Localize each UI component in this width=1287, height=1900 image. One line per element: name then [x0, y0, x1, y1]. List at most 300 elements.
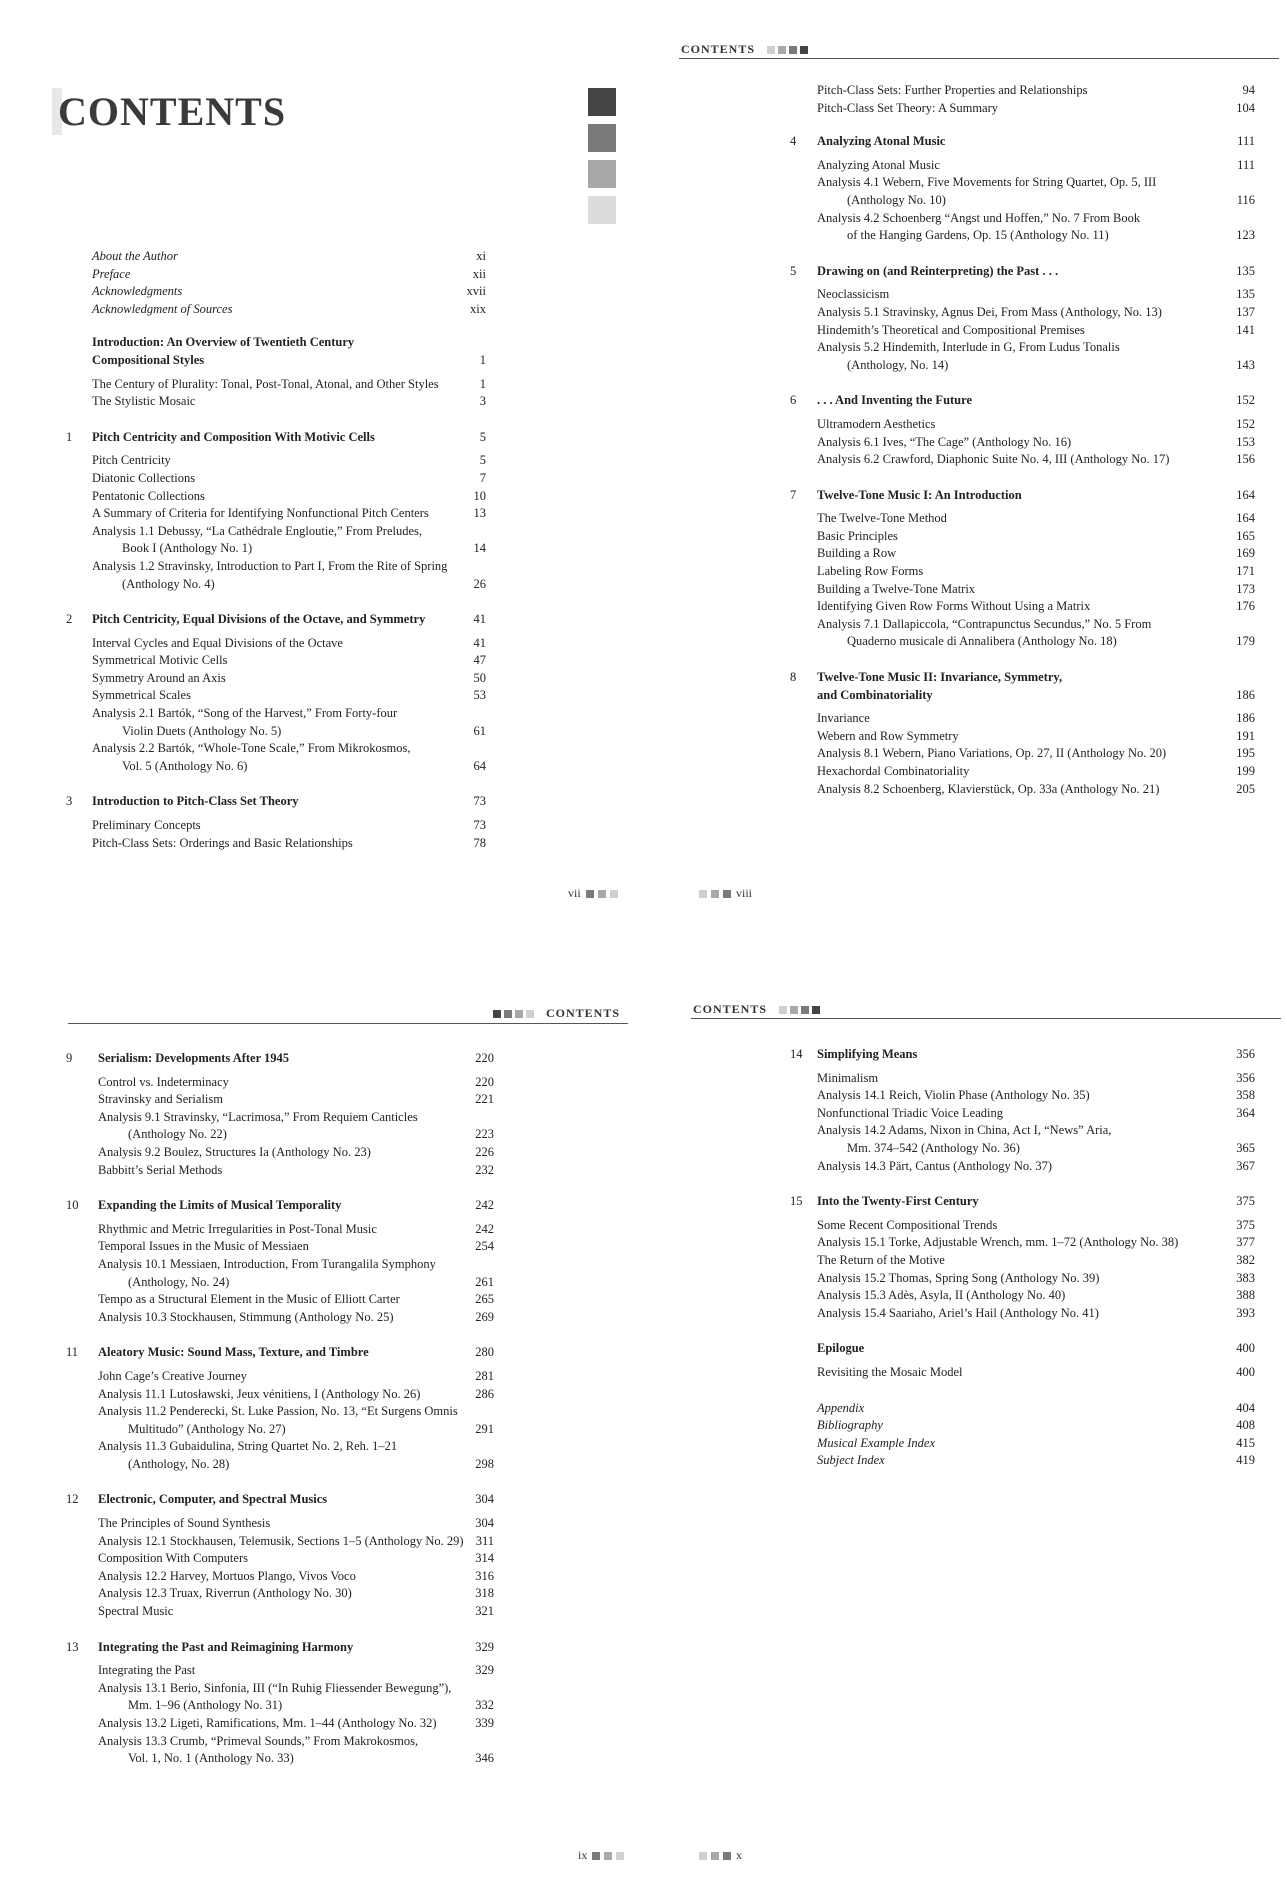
page-number: 419 — [1236, 1453, 1255, 1468]
entry-title: Analyzing Atonal Music — [817, 157, 940, 172]
page-number: xix — [470, 301, 486, 316]
entry-row — [0, 1305, 1280, 1323]
page-number: 179 — [1236, 634, 1255, 649]
page-number: 269 — [475, 1309, 494, 1324]
entry-row — [0, 1585, 560, 1603]
entry-row — [0, 286, 1280, 304]
folio-marker — [586, 890, 594, 898]
entry-title-continued: Compositional Styles — [92, 352, 205, 367]
entry-title: Analysis 9.2 Boulez, Structures Ia (Anthology No. 23) — [98, 1144, 371, 1159]
page-number: 304 — [475, 1516, 494, 1531]
entry-title: Invariance — [817, 711, 870, 726]
entry-title: Interval Cycles and Equal Divisions of the Octave — [92, 635, 343, 650]
chapter-number: 5 — [790, 263, 797, 278]
entry-row — [0, 1733, 560, 1768]
entry-title: Epilogue — [817, 1341, 865, 1356]
head-marker — [778, 46, 786, 54]
page-number: 223 — [475, 1127, 494, 1142]
entry-title: Appendix — [817, 1400, 865, 1415]
chapter-row — [0, 1193, 1280, 1211]
entry-title: Analysis 15.1 Torke, Adjustable Wrench, mm. 1–72 (Anthology No. 38) — [817, 1235, 1179, 1250]
head-rule — [679, 58, 1279, 59]
page-number: 152 — [1236, 393, 1255, 408]
entry-title: Analysis 15.4 Saariaho, Ariel’s Hail (Anthology No. 41) — [817, 1305, 1099, 1320]
entry-title: Analysis 11.3 Gubaidulina, String Quartet No. 2, Reh. 1–21 — [98, 1439, 398, 1454]
page-number: xii — [472, 266, 486, 281]
page-number: 205 — [1236, 781, 1255, 796]
head-marker — [767, 46, 775, 54]
entry-title-continued: Mm. 374–542 (Anthology No. 36) — [847, 1140, 1020, 1155]
toc-x — [0, 1046, 1280, 1470]
page-number: 375 — [1236, 1194, 1255, 1209]
page-number: 10 — [473, 488, 486, 503]
entry-title: Pitch-Class Sets: Further Properties and Relationships — [817, 83, 1088, 97]
entry-title: Rhythmic and Metric Irregularities in Post-Tonal Music — [98, 1221, 377, 1236]
chapter-number: 7 — [790, 487, 797, 502]
entry-row — [0, 322, 1280, 340]
page-number: 329 — [475, 1663, 494, 1678]
page-number: 47 — [473, 653, 486, 668]
chapter-number: 1 — [66, 429, 73, 444]
running-head-text: CONTENTS — [693, 1002, 768, 1016]
entry-title: Basic Principles — [817, 528, 898, 543]
entry-row — [0, 1087, 1280, 1105]
page-number: 286 — [475, 1386, 494, 1401]
page-number: 53 — [473, 688, 486, 703]
entry-title: Hindemith’s Theoretical and Compositional Premises — [817, 322, 1085, 337]
page-number: 195 — [1236, 746, 1255, 761]
entry-title: The Return of the Motive — [817, 1252, 945, 1267]
page-number: 408 — [1236, 1418, 1255, 1433]
contents-title: CONTENTS — [52, 88, 286, 135]
entry-row — [0, 835, 560, 853]
entry-title: Serialism: Developments After 1945 — [98, 1051, 290, 1065]
entry-title: Preliminary Concepts — [92, 818, 201, 833]
folio-marker — [699, 1852, 707, 1860]
entry-row — [0, 545, 1280, 563]
entry-title: Analysis 9.1 Stravinsky, “Lacrimosa,” From Requiem Canticles — [98, 1109, 418, 1124]
running-head — [490, 1006, 620, 1021]
entry-row — [0, 157, 1280, 175]
page-number: 311 — [475, 1533, 494, 1548]
entry-row — [0, 1680, 560, 1715]
entry-row — [0, 1603, 560, 1621]
spacer — [0, 117, 1280, 133]
chapter-number: 9 — [66, 1051, 73, 1065]
chapter-row — [0, 392, 1280, 410]
entry-title: Integrating the Past and Reimagining Harmony — [98, 1639, 354, 1654]
entry-title: Symmetry Around an Axis — [92, 670, 226, 685]
chapter-row — [0, 133, 1280, 151]
entry-row — [0, 1435, 1280, 1453]
entry-title-continued: (Anthology No. 22) — [128, 1127, 227, 1142]
page-number: 50 — [473, 670, 486, 685]
chapter-row — [0, 1046, 1280, 1064]
entry-row — [0, 817, 560, 835]
page-number: 339 — [475, 1716, 494, 1730]
entry-row — [0, 1715, 560, 1733]
chapter-number: 3 — [66, 794, 73, 809]
entry-row — [0, 451, 1280, 469]
entry-title: Identifying Given Row Forms Without Using a Matrix — [817, 599, 1091, 614]
page-number: 191 — [1236, 728, 1255, 743]
entry-row — [0, 563, 1280, 581]
entry-row — [0, 434, 1280, 452]
entry-title: Pitch Centricity — [92, 453, 171, 468]
folio-number: ix — [578, 1848, 588, 1862]
page-number: 261 — [475, 1274, 494, 1289]
folio-marker — [723, 890, 731, 898]
entry-title: Minimalism — [817, 1070, 879, 1085]
head-marker — [800, 46, 808, 54]
chapter-number: 10 — [66, 1198, 79, 1213]
entry-row — [0, 1234, 1280, 1252]
entry-row — [0, 1533, 560, 1551]
entry-title: Analysis 11.2 Penderecki, St. Luke Passion, No. 13, “Et Surgens Omnis — [98, 1404, 458, 1419]
page-number: 232 — [475, 1162, 494, 1177]
entry-title-continued: of the Hanging Gardens, Op. 15 (Anthology No. 11) — [847, 228, 1109, 243]
entry-title-continued: Vol. 1, No. 1 (Anthology No. 33) — [128, 1751, 294, 1766]
page-number: 226 — [475, 1144, 494, 1159]
entry-title: Analysis 4.2 Schoenberg “Angst und Hoffen,” No. 7 From Book — [817, 210, 1141, 225]
chapter-number: 13 — [66, 1639, 79, 1654]
page-number: 382 — [1236, 1252, 1255, 1267]
entry-row — [0, 581, 1280, 599]
folio-marker — [723, 1852, 731, 1860]
entry-row — [0, 1070, 1280, 1088]
entry-title: Acknowledgments — [92, 284, 183, 299]
entry-title: Analysis 2.2 Bartók, “Whole-Tone Scale,” From Mikrokosmos, — [92, 741, 411, 756]
entry-title: The Century of Plurality: Tonal, Post-Tonal, Atonal, and Other Styles — [92, 376, 439, 391]
chapter-row — [0, 1639, 560, 1657]
entry-row — [0, 1287, 1280, 1305]
entry-row — [0, 728, 1280, 746]
entry-title: Control vs. Indeterminacy — [98, 1074, 229, 1089]
entry-row — [0, 745, 1280, 763]
entry-row — [0, 763, 1280, 781]
entry-title: Webern and Row Symmetry — [817, 728, 959, 743]
page-number: 153 — [1236, 434, 1255, 449]
page-number: 123 — [1236, 228, 1255, 243]
entry-title-continued: Book I (Anthology No. 1) — [122, 541, 253, 556]
page-number: 186 — [1236, 711, 1255, 726]
entry-title: Preface — [92, 266, 131, 281]
entry-title: Temporal Issues in the Music of Messiaen — [98, 1239, 309, 1254]
entry-title-continued: and Combinatoriality — [817, 687, 933, 702]
entry-title: The Principles of Sound Synthesis — [98, 1516, 271, 1531]
head-marker — [790, 1006, 798, 1014]
spacer — [0, 1768, 560, 1786]
entry-row — [0, 1452, 1280, 1470]
entry-title: Analysis 14.3 Pärt, Cantus (Anthology No. 37) — [817, 1158, 1053, 1173]
page-number: 104 — [1236, 100, 1255, 115]
page-number: 388 — [1236, 1288, 1255, 1303]
page-number: 14 — [473, 541, 486, 556]
chapter-number: 2 — [66, 612, 73, 627]
head-marker — [493, 1010, 501, 1018]
folio-ix — [578, 1848, 626, 1863]
entry-title: Spectral Music — [98, 1604, 174, 1619]
page-number: 1 — [479, 352, 486, 367]
entry-title: Analysis 15.2 Thomas, Spring Song (Anthology No. 39) — [817, 1270, 1100, 1285]
entry-row — [0, 1515, 560, 1533]
page-number: 365 — [1236, 1140, 1255, 1155]
head-marker — [504, 1010, 512, 1018]
entry-title: Bibliography — [817, 1418, 883, 1433]
folio-number: vii — [568, 886, 581, 900]
toc-viii — [0, 82, 1280, 816]
entry-title: Analysis 8.2 Schoenberg, Klavierstück, Op. 33a (Anthology No. 21) — [817, 781, 1160, 796]
entry-title-continued: (Anthology No. 10) — [847, 192, 946, 207]
entry-title: Expanding the Limits of Musical Temporality — [98, 1198, 342, 1213]
entry-title: . . . And Inventing the Future — [817, 393, 973, 408]
entry-title-continued: Mm. 1–96 (Anthology No. 31) — [128, 1698, 283, 1713]
entry-row — [0, 528, 1280, 546]
entry-title: Analysis 1.1 Debussy, “La Cathédrale Engloutie,” From Preludes, — [92, 523, 423, 538]
spacer — [0, 651, 1280, 669]
page-number: 5 — [479, 429, 486, 444]
chapter-number: 15 — [790, 1194, 803, 1209]
spacer — [0, 798, 1280, 816]
page-number: 78 — [473, 835, 486, 850]
folio-x — [697, 1848, 742, 1863]
entry-title: Hexachordal Combinatoriality — [817, 764, 970, 778]
folio-number: viii — [736, 886, 753, 900]
page-number: 400 — [1236, 1341, 1255, 1356]
entry-row — [0, 1105, 1280, 1123]
page-number: 41 — [473, 635, 486, 650]
entry-title: Into the Twenty-First Century — [817, 1194, 979, 1209]
entry-title: Nonfunctional Triadic Voice Leading — [817, 1105, 1003, 1120]
page-number: 254 — [475, 1239, 494, 1254]
entry-title: Neoclassicism — [817, 287, 890, 302]
page-number: 73 — [473, 794, 486, 809]
chapter-number: 11 — [66, 1345, 79, 1360]
page-number: 164 — [1236, 487, 1255, 502]
page-number: 358 — [1236, 1088, 1255, 1103]
entry-row — [0, 1662, 560, 1680]
entry-title: Analysis 14.1 Reich, Violin Phase (Anthology No. 35) — [817, 1088, 1090, 1103]
entry-title: Analysis 7.1 Dallapiccola, “Contrapunctus Secundus,” No. 5 From — [817, 616, 1152, 631]
entry-title: Analysis 2.1 Bartók, “Song of the Harvest,” From Forty-four — [92, 706, 398, 721]
page-number: 137 — [1236, 304, 1255, 319]
entry-title: Analysis 12.3 Truax, Riverrun (Anthology No. 30) — [98, 1586, 352, 1601]
entry-row — [0, 174, 1280, 209]
entry-row — [0, 510, 1280, 528]
entry-title: Musical Example Index — [817, 1435, 936, 1450]
entry-title: Babbitt’s Serial Methods — [98, 1162, 223, 1177]
spacer — [0, 1473, 560, 1491]
entry-title: Diatonic Collections — [92, 470, 196, 485]
chapter-number: 12 — [66, 1492, 79, 1507]
entry-title: Twelve-Tone Music I: An Introduction — [817, 487, 1022, 502]
page-number: 242 — [475, 1221, 494, 1236]
page-number: 199 — [1236, 764, 1255, 778]
page-number: 318 — [475, 1586, 494, 1601]
page-number: 7 — [479, 470, 486, 485]
entry-row — [0, 1158, 1280, 1176]
entry-title: Analysis 11.1 Lutosławski, Jeux vénitiens, I (Anthology No. 26) — [98, 1386, 421, 1401]
chapter-number: 8 — [790, 670, 797, 685]
running-head — [693, 1002, 820, 1017]
entry-title-continued: Multitudo” (Anthology No. 27) — [128, 1421, 286, 1436]
page-number: 13 — [473, 506, 486, 521]
page-number: 26 — [473, 576, 486, 591]
entry-title: Analysis 8.1 Webern, Piano Variations, Op. 27, II (Anthology No. 20) — [817, 746, 1167, 761]
entry-row — [0, 1122, 1280, 1157]
page-number: 404 — [1236, 1400, 1255, 1415]
entry-title: Analysis 13.3 Crumb, “Primeval Sounds,” From Makrokosmos, — [98, 1733, 419, 1748]
page-number: 367 — [1236, 1158, 1255, 1173]
page-number: 346 — [475, 1751, 494, 1766]
entry-row — [0, 1252, 1280, 1270]
entry-row — [0, 1568, 560, 1586]
page-number: 375 — [1236, 1217, 1255, 1232]
entry-row — [0, 1217, 1280, 1235]
entry-row — [0, 1400, 1280, 1418]
chapter-row — [0, 669, 1280, 704]
entry-title: The Stylistic Mosaic — [92, 394, 196, 409]
page-x — [643, 950, 1287, 1900]
spacer — [0, 374, 1280, 392]
page-number: 298 — [475, 1456, 494, 1471]
folio-marker — [699, 890, 707, 898]
page-number: 377 — [1236, 1235, 1255, 1250]
running-head — [681, 42, 808, 57]
page-number: 5 — [479, 453, 486, 468]
entry-title-continued: (Anthology, No. 28) — [128, 1456, 230, 1471]
page-number: 220 — [475, 1074, 494, 1089]
page-number: 356 — [1236, 1047, 1255, 1061]
folio-marker — [610, 890, 618, 898]
entry-title-continued: Quaderno musicale di Annalibera (Anthology No. 18) — [847, 634, 1117, 649]
entry-title-continued: Violin Duets (Anthology No. 5) — [122, 723, 282, 738]
entry-title: Composition With Computers — [98, 1551, 248, 1566]
entry-row — [0, 1550, 560, 1568]
entry-row — [0, 304, 1280, 322]
entry-title: Analysis 4.1 Webern, Five Movements for String Quartet, Op. 5, III — [817, 175, 1157, 190]
page-viii — [643, 0, 1287, 950]
entry-title: Symmetrical Motivic Cells — [92, 653, 228, 668]
page-number: 383 — [1236, 1270, 1255, 1285]
page-number: xi — [476, 249, 486, 263]
page-number: 169 — [1236, 546, 1255, 561]
head-marker — [526, 1010, 534, 1018]
entry-title: Aleatory Music: Sound Mass, Texture, and Timbre — [98, 1345, 369, 1360]
page-number: 141 — [1236, 322, 1255, 337]
spacer — [0, 852, 560, 870]
entry-title: Analyzing Atonal Music — [817, 134, 946, 149]
entry-row — [0, 100, 1280, 118]
entry-title: Analysis 14.2 Adams, Nixon in China, Act I, “News” Aria, — [817, 1123, 1112, 1138]
entry-row — [0, 416, 1280, 434]
entry-title-continued: (Anthology No. 4) — [122, 576, 215, 591]
entry-title: Pitch-Class Sets: Orderings and Basic Relationships — [92, 835, 353, 850]
entry-title: Ultramodern Aesthetics — [817, 416, 936, 431]
entry-title: Subject Index — [817, 1453, 885, 1468]
page-number: 281 — [475, 1368, 494, 1383]
page-number: 400 — [1236, 1364, 1255, 1379]
page-number: 364 — [1236, 1105, 1255, 1120]
entry-row — [0, 1417, 1280, 1435]
entry-title: Analysis 13.2 Ligeti, Ramifications, Mm. 1–44 (Anthology No. 32) — [98, 1716, 437, 1730]
entry-title: Analysis 5.2 Hindemith, Interlude in G, From Ludus Tonalis — [817, 340, 1120, 355]
page-number: 156 — [1236, 452, 1255, 467]
entry-title: Twelve-Tone Music II: Invariance, Symmetry, — [817, 670, 1063, 685]
folio-marker — [604, 1852, 612, 1860]
page-number: xvii — [466, 284, 486, 299]
head-rule — [691, 1018, 1281, 1019]
page-number: 316 — [475, 1568, 494, 1583]
chapter-number: 4 — [790, 134, 797, 149]
entry-title: Pitch Centricity and Composition With Motivic Cells — [92, 429, 375, 444]
page-number: 291 — [475, 1421, 494, 1436]
spacer — [0, 469, 1280, 487]
entry-row — [0, 210, 1280, 245]
entry-row — [0, 616, 1280, 651]
page-number: 321 — [475, 1604, 494, 1619]
entry-title: Introduction to Pitch-Class Set Theory — [92, 794, 299, 809]
folio-viii — [697, 886, 752, 901]
entry-title: Electronic, Computer, and Spectral Musics — [98, 1492, 328, 1507]
entry-title: Pitch Centricity, Equal Divisions of the Octave, and Symmetry — [92, 612, 426, 627]
spacer — [0, 1382, 1280, 1400]
page-number: 64 — [473, 758, 486, 773]
page-number: 3 — [479, 394, 486, 409]
page-number: 393 — [1236, 1305, 1255, 1320]
entry-title: Integrating the Past — [98, 1663, 196, 1678]
entry-title: Analysis 12.1 Stockhausen, Telemusik, Sections 1–5 (Anthology No. 29) — [98, 1533, 464, 1548]
entry-title: Analysis 6.2 Crawford, Diaphonic Suite No. 4, III (Anthology No. 17) — [817, 452, 1170, 467]
entry-row — [0, 781, 1280, 799]
page-number: 61 — [473, 723, 486, 738]
entry-title: The Twelve-Tone Method — [817, 511, 947, 526]
entry-title: Symmetrical Scales — [92, 688, 191, 703]
chapter-row — [0, 263, 1280, 281]
page-number: 265 — [475, 1292, 494, 1307]
chapter-number: 6 — [790, 393, 797, 408]
entry-row — [0, 1364, 1280, 1382]
folio-marker — [598, 890, 606, 898]
page-number: 135 — [1236, 263, 1255, 278]
entry-title: Labeling Row Forms — [817, 564, 924, 579]
page-number: 221 — [475, 1092, 494, 1107]
chapter-row — [0, 487, 1280, 505]
head-marker — [789, 46, 797, 54]
entry-title: Pitch-Class Set Theory: A Summary — [817, 100, 999, 115]
entry-row — [0, 82, 1280, 100]
page-number: 176 — [1236, 599, 1255, 614]
page-number: 415 — [1236, 1435, 1255, 1450]
spacer — [0, 1175, 1280, 1193]
entry-title: Acknowledgment of Sources — [92, 301, 233, 316]
page-number: 329 — [475, 1639, 494, 1654]
head-marker — [812, 1006, 820, 1014]
page-number: 242 — [475, 1198, 494, 1213]
folio-number: x — [736, 1848, 742, 1862]
page-number: 152 — [1236, 416, 1255, 431]
page-number: 73 — [473, 818, 486, 833]
head-marker — [779, 1006, 787, 1014]
entry-title: A Summary of Criteria for Identifying Nonfunctional Pitch Centers — [92, 506, 429, 521]
folio-marker — [592, 1852, 600, 1860]
entry-title-continued: (Anthology, No. 24) — [128, 1274, 230, 1289]
page-number: 1 — [479, 376, 486, 391]
head-rule — [68, 1023, 628, 1024]
entry-title: Analysis 5.1 Stravinsky, Agnus Dei, From Mass (Anthology, No. 13) — [817, 304, 1162, 319]
entry-title: Analysis 10.1 Messiaen, Introduction, From Turangalila Symphony — [98, 1256, 436, 1271]
spacer — [0, 1621, 560, 1639]
